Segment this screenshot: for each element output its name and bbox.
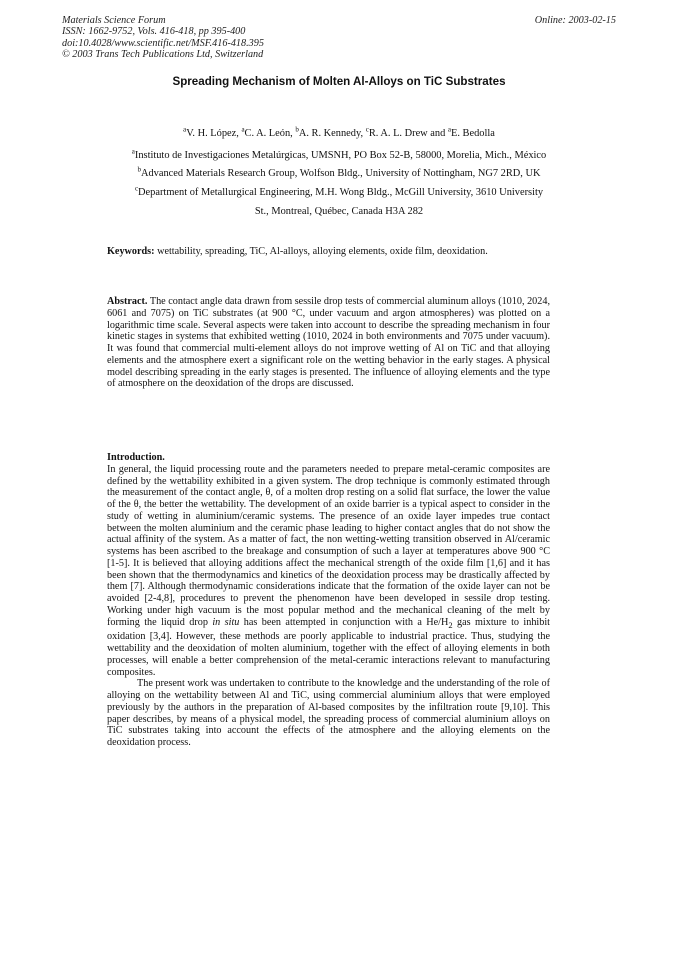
online-date: Online: 2003-02-15 <box>534 15 616 26</box>
keywords-text: wettability, spreading, TiC, Al-alloys, alloying elements, oxide film, deoxidation. <box>154 246 488 257</box>
intro-paragraph-2: The present work was undertaken to contribute to the knowledge and the understanding of the role of alloying on the wettability between Al and TiC, using commercial aluminium alloys that were employed previously by the authors in the preparation of Al-based composites by the infiltration route [9,10]. This paper describes, by means of a physical model, the spreading process of commercial aluminium alloys on TiC substrates taking into account the effects of the atmosphere and the alloying elements on the deoxidation process. <box>107 678 550 749</box>
copyright-line: © 2003 Trans Tech Publications Ltd, Switzerland <box>62 49 264 61</box>
affiliation-a: $^a$Instituto de Investigaciones Metalúrgicas, UMSNH, PO Box 52-B, 58000, Morelia, Mich., México <box>131 147 547 161</box>
affiliation-b: $^b$Advanced Materials Research Group, Wolfson Bldg., University of Nottingham, NG7 2RD, UK <box>137 165 541 179</box>
paper-title: Spreading Mechanism of Molten Al-Alloys on TiC Substrates <box>172 75 506 88</box>
affiliation-c: $^c$Department of Metallurgical Engineering, M.H. Wong Bldg., McGill University, 3610 University <box>134 184 544 198</box>
abstract-label: Abstract. <box>107 296 148 307</box>
doi-link[interactable]: doi:10.4028/www.scientific.net/MSF.416-418.395 <box>62 37 264 49</box>
abstract-text: The contact angle data drawn from sessile drop tests of commercial aluminum alloys (1010, 2024, 6061 and 7075) on TiC substrates (at 900 °C, under vacuum and argon atmospheres) was plotted on a logarithmic time scale. Several aspects were taken into account to describe the spreading mechanism in four kinetic stages in systems that exhibited wetting (1010, 2024 in both environments and 7075 under vacuum). It was found that commercial multi-element alloys do not improve wetting of Al on TiC and that alloying elements and the atmosphere exert a significant role on the wetting behavior in the early stages. A physical model describing spreading in the early stages is presented. The influence of alloying elements and the type of atmosphere on the deoxidation of the drops are discussed. <box>107 296 550 390</box>
abstract <box>107 296 550 390</box>
publication-header <box>62 15 264 61</box>
issn-line: ISSN: 1662-9752, Vols. 416-418, pp 395-400 <box>62 26 246 38</box>
affiliation-c-cont: St., Montreal, Québec, Canada H3A 282 <box>254 206 424 217</box>
introduction-section <box>107 452 550 749</box>
author-list: $^a$V. H. López, $^a$C. A. León, $^b$A. R. Kennedy, $^c$R. A. L. Drew and $^a$E. Bedolla <box>183 125 495 139</box>
keywords-label: Keywords: <box>107 246 155 257</box>
keywords <box>107 246 488 257</box>
journal-name: Materials Science Forum <box>62 15 166 26</box>
intro-paragraph-1: In general, the liquid processing route and the parameters needed to prepare metal-ceramic composites are defined by the wettability exhibited in a given system. The drop technique is commonly estimated through the measurement of the contact angle, θ, of a molten drop resting on a solid flat surface, the lower the value of the θ, the better the wettability. The development of an oxide barrier is a typical aspect to consider in the study of wetting in aluminium/ceramic systems. The presence of an oxide layer impedes true contact between the molten aluminium and the ceramic phase leading to higher contact angles that do not show the actual affinity of the system. As a matter of fact, the non wetting-wetting transition observed in Al/ceramic systems has been ascribed to the breakage and consumption of such a layer at temperatures above 900 °C [1-5]. It is believed that alloying additions affect the mechanical strength of the oxide film [1,6] and it has been shown that the thermodynamics and kinetics of the deoxidation process may be drastically affected by them [7]. Although thermodynamic considerations indicate that the formation of the oxide layer can not be avoided [2-4,8], procedures to prevent the phenomenon have been developed in sessile drop testing. Working under high vacuum is the most popular method and the mechanical cleaning of the melt by forming the liquid drop in situ has been attempted in conjunction with a $He/H_2$ gas mixture to inhibit oxidation [3,4]. However, these methods are poorly applicable to industrial practice. Thus, studying the wettability and the deoxidation of molten aluminium, together with the effect of alloying elements in both processes, will enable a better comprehension of the metal-ceramic interactions relevant to manufacturing composites. <box>107 463 551 678</box>
section-heading: Introduction. <box>107 452 165 463</box>
